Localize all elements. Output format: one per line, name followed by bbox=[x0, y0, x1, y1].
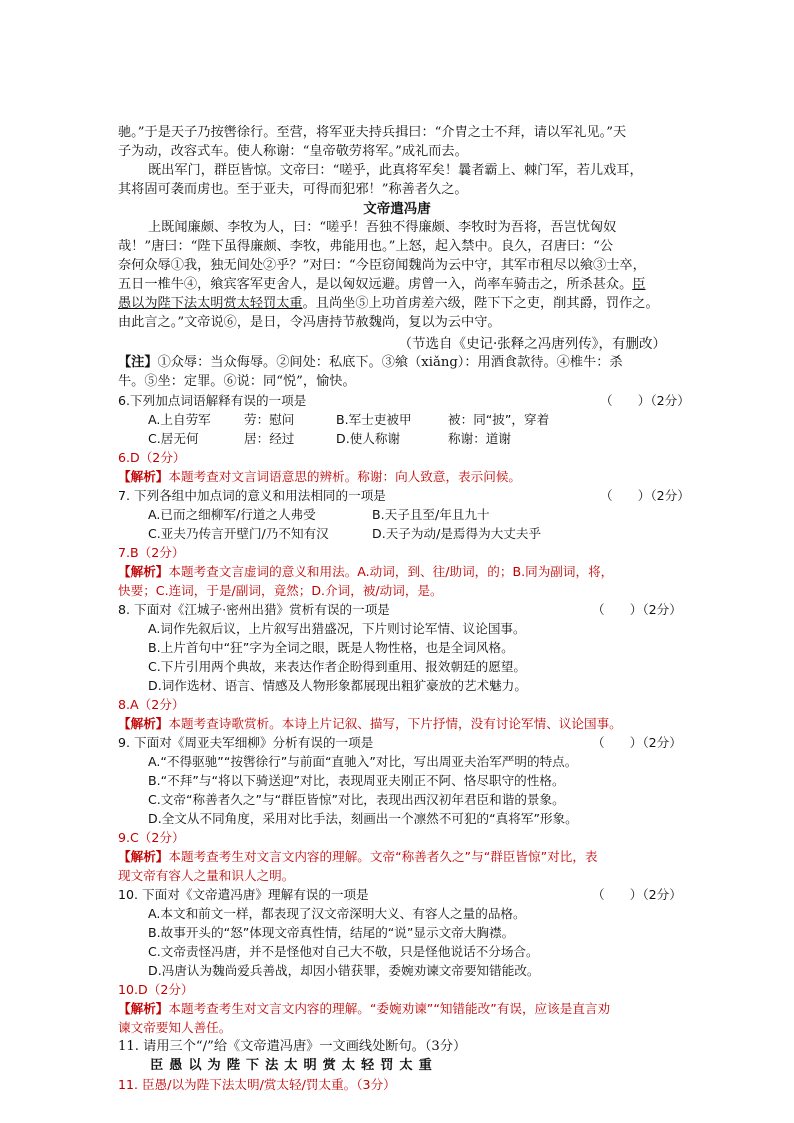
q7-paren: （ ）（2分） bbox=[600, 488, 690, 503]
q6-option-c: C.居无何 bbox=[148, 431, 199, 446]
underlined-sentence: 愚以为陛下法太明赏太轻罚太重 bbox=[118, 296, 303, 311]
q7-option-a: A.已而之细柳军/行道之人弗受 bbox=[148, 507, 316, 522]
analysis-text: 本题考查诗歌赏析。本诗上片记叙、描写，下片抒情，没有讨论军情、议论国事。 bbox=[168, 716, 622, 731]
q8-paren: （ ）（2分） bbox=[592, 602, 682, 617]
q6-option-c-gloss: 居：经过 bbox=[244, 431, 295, 446]
q7-analysis-cont: 快要；C.连词，于是/副词，竟然；D.介词，被/动词，是。 bbox=[118, 583, 443, 598]
analysis-quote: “委婉劝谏” bbox=[369, 1001, 434, 1016]
passage-line: 其将固可袭而虏也。至于亚夫，可得而犯邪！”称善者久之。 bbox=[118, 182, 468, 197]
underlined-sentence-start: 臣 bbox=[632, 277, 646, 292]
analysis-text: 本题考查文言虚词的意义和用法。A.动词，到、往/助词，的；B.同为副词，将， bbox=[168, 564, 614, 579]
q9-option-b: B.“不拜”与“将以下骑送迎”对比，表现周亚夫刚正不阿、恪尽职守的性格。 bbox=[148, 773, 565, 788]
passage-line: 子为动，改容式车。使人称谢：“皇帝敬劳将军。”成礼而去。 bbox=[118, 144, 468, 159]
q8-stem: 8. 下面对《江城子·密州出猎》赏析有误的一项是 bbox=[118, 602, 390, 617]
q10-stem: 10. 下面对《文帝遣冯唐》理解有误的一项是 bbox=[118, 887, 369, 902]
q8-option-d: D.词作选材、语言、情感及人物形象都展现出粗犷豪放的艺术魅力。 bbox=[148, 678, 527, 693]
q6-option-b: B.军士吏被甲 bbox=[336, 412, 412, 427]
q6-answer: 6.D（2分） bbox=[118, 450, 186, 465]
q10-option-c: C.文帝责怪冯唐，并不是怪他对自己大不敬，只是怪他说话不分场合。 bbox=[148, 944, 539, 959]
note-line: 牛。⑤坐：定罪。⑥说：同“悦”，愉快。 bbox=[118, 374, 356, 389]
q6-analysis bbox=[118, 468, 521, 486]
q7-option-c: C.亚夫乃传言开壁门/乃不知有汉 bbox=[148, 526, 329, 541]
q11-sentence: 臣愚以为陛下法太明赏太轻罚太重 bbox=[150, 1058, 438, 1073]
q9-analysis-cont: 现文帝有容人之量和识人之明。 bbox=[118, 868, 295, 883]
note-label: 【注】 bbox=[118, 355, 158, 370]
q9-stem: 9. 下面对《周亚夫军细柳》分析有误的一项是 bbox=[118, 735, 374, 750]
analysis-label: 【解析】 bbox=[118, 564, 169, 579]
q10-option-a: A.本文和前文一样，都表现了汉文帝深明大义、有容人之量的品格。 bbox=[148, 906, 526, 921]
q9-option-a: A.“不得驱驰”“按辔徐行”与前面“直驰入”对比，写出周亚夫治军严明的特点。 bbox=[148, 754, 578, 769]
q7-option-d: D.天子为动/是焉得为大丈夫乎 bbox=[372, 526, 542, 541]
passage2-line bbox=[118, 295, 659, 313]
note-text: ①众辱：当众侮辱。②间处：私底下。③飨（xiǎng）：用酒食款待。④椎牛：杀 bbox=[157, 355, 623, 370]
q8-option-c: C.下片引用两个典故，来表达作者企盼得到重用、报效朝廷的愿望。 bbox=[148, 659, 527, 674]
analysis-label: 【解析】 bbox=[118, 1001, 169, 1016]
q8-answer: 8.A（2分） bbox=[118, 697, 185, 712]
q10-option-d: D.冯唐认为魏尚爱兵善战，却因小错获罪，委婉劝谏文帝要知错能改。 bbox=[148, 963, 540, 978]
q10-option-b: B.故事开头的“怒”体现文帝真性情，结尾的“说”显示文帝大胸襟。 bbox=[148, 925, 515, 940]
passage-line: 驰。”于是天子乃按辔徐行。至营，将军亚夫持兵揖曰：“介胄之士不拜，请以军礼见。”天 bbox=[118, 125, 627, 140]
q6-option-a-gloss: 劳：慰问 bbox=[244, 412, 295, 427]
q9-answer: 9.C（2分） bbox=[118, 830, 185, 845]
analysis-text: 本题考查考生对文言文内容的理解。 bbox=[168, 1001, 370, 1016]
q6-option-a: A.上自劳军 bbox=[148, 412, 211, 427]
q11-stem: 11. 请用三个“/”给《文帝遣冯唐》一文画线处断句。（3分） bbox=[118, 1039, 467, 1054]
q9-option-d: D.全文从不同角度，采用对比手法，刻画出一个凛然不可犯的“真将军”形象。 bbox=[148, 811, 578, 826]
analysis-quote: “知错能改” bbox=[433, 1001, 497, 1016]
passage2-line: 奈何众辱①我，独无间处②乎？”对曰：“今臣窃闻魏尚为云中守，其军市租尽以飨③士卒， bbox=[118, 258, 646, 273]
passage2-line bbox=[118, 276, 646, 294]
passage2-line: 哉！”唐曰：“陛下虽得廉颇、李牧，弗能用也。”上怒，起入禁中。良久，召唐曰：“公 bbox=[118, 239, 614, 254]
analysis-label: 【解析】 bbox=[118, 469, 169, 484]
passage2-line: 上既闻廉颇、李牧为人，曰：“嗟乎！吾独不得廉颇、李牧时为吾将，吾岂忧匈奴 bbox=[148, 220, 617, 235]
passage-line: 既出军门，群臣皆惊。文帝曰：“嗟乎，此真将军矣！曩者霸上、棘门军，若儿戏耳， bbox=[148, 163, 643, 178]
q6-option-d-gloss: 称谢：道谢 bbox=[448, 431, 511, 446]
q8-analysis bbox=[118, 715, 622, 733]
q10-paren: （ ）（2分） bbox=[592, 887, 682, 902]
analysis-label: 【解析】 bbox=[118, 849, 169, 864]
q7-stem: 7. 下列各组中加点词的意义和用法相同的一项是 bbox=[118, 488, 386, 503]
note-line bbox=[118, 354, 623, 372]
passage2-text: 。且尚坐⑤上功首虏差六级，陛下下之吏，削其爵，罚作之。 bbox=[302, 296, 659, 311]
q10-analysis-cont: 谏文帝要知人善任。 bbox=[118, 1020, 232, 1035]
q9-paren: （ ）（2分） bbox=[592, 735, 682, 750]
analysis-text: 与 bbox=[471, 849, 484, 864]
passage2-text: 五日一椎牛④，飨宾客军吏舍人，是以匈奴远避。虏曾一入，尚率车骑击之，所杀甚众。 bbox=[118, 277, 633, 292]
q9-option-c: C.文帝“称善者久之”与“群臣皆惊”对比，表现出西汉初年君臣和谐的景象。 bbox=[148, 792, 565, 807]
q7-option-b: B.天子且至/年且九十 bbox=[372, 507, 490, 522]
analysis-text: 本题考查对文言词语意思的辨析。称谢：向人致意，表示问候。 bbox=[168, 469, 521, 484]
analysis-quote: “称善者久之” bbox=[395, 849, 472, 864]
q6-option-b-gloss: 被：同“披”，穿着 bbox=[448, 412, 550, 427]
q6-stem: 6.下列加点词语解释有误的一项是 bbox=[118, 393, 307, 408]
q8-option-b: B.上片首句中“狂”字为全词之眼，既是人物性格，也是全词风格。 bbox=[148, 640, 514, 655]
analysis-text: 有误，应该是直言劝 bbox=[496, 1001, 611, 1016]
q11-answer: 11. 臣愚/以为陛下法太明/赏太轻/罚太重。（3分） bbox=[118, 1077, 396, 1092]
analysis-quote: “群臣皆惊” bbox=[483, 849, 548, 864]
q7-answer: 7.B（2分） bbox=[118, 545, 185, 560]
q8-option-a: A.词作先叙后议，上片叙写出猎盛况，下片则讨论军情、议论国事。 bbox=[148, 621, 526, 636]
q10-analysis bbox=[118, 1000, 610, 1018]
source-citation: （节选自《史记·张释之冯唐列传》，有删改） bbox=[398, 336, 666, 352]
q7-analysis bbox=[118, 563, 613, 581]
q6-option-d: D.使人称谢 bbox=[336, 431, 401, 446]
passage2-line: 由此言之。”文帝说⑥，是日，令冯唐持节赦魏尚，复以为云中守。 bbox=[118, 315, 501, 330]
q6-paren: （ ）（2分） bbox=[600, 393, 690, 408]
analysis-text: 本题考查考生对文言文内容的理解。文帝 bbox=[168, 849, 396, 864]
analysis-label: 【解析】 bbox=[118, 716, 169, 731]
analysis-text: 对比，表 bbox=[547, 849, 598, 864]
q9-analysis bbox=[118, 848, 598, 866]
passage-title: 文帝遣冯唐 bbox=[363, 201, 431, 217]
q10-answer: 10.D（2分） bbox=[118, 982, 194, 997]
